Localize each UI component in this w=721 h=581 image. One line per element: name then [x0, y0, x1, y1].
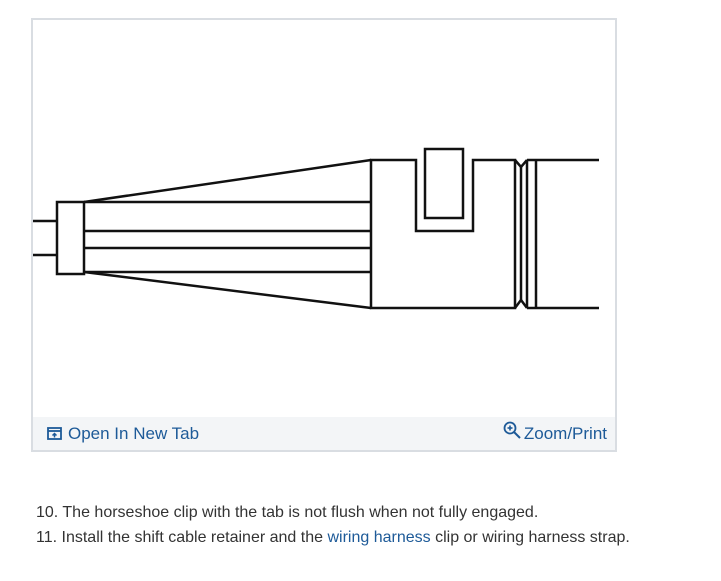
step-text-after: clip or wiring harness strap.	[435, 529, 630, 546]
zoom-print-link[interactable]	[503, 417, 607, 450]
wiring-harness-link[interactable]: wiring harness	[327, 529, 431, 546]
step-text-before: Install the shift cable retainer and the	[61, 529, 324, 546]
open-new-tab-icon	[47, 426, 62, 441]
zoom-print-label: Zoom/Print	[523, 423, 607, 443]
step-number: 11.	[36, 529, 58, 546]
zoom-in-icon	[503, 421, 521, 439]
shift-cable-diagram	[33, 20, 615, 417]
open-in-new-tab-label: Open In New Tab	[68, 423, 200, 443]
figure-card	[31, 18, 617, 452]
step-number: 10.	[36, 504, 59, 521]
figure-toolbar	[33, 417, 615, 450]
step-text: The horseshoe clip with the tab is not flush when not fully engaged.	[62, 504, 539, 521]
instruction-steps	[36, 500, 716, 550]
step-11	[36, 525, 716, 550]
open-in-new-tab-link[interactable]	[47, 417, 199, 450]
step-10	[36, 500, 716, 525]
